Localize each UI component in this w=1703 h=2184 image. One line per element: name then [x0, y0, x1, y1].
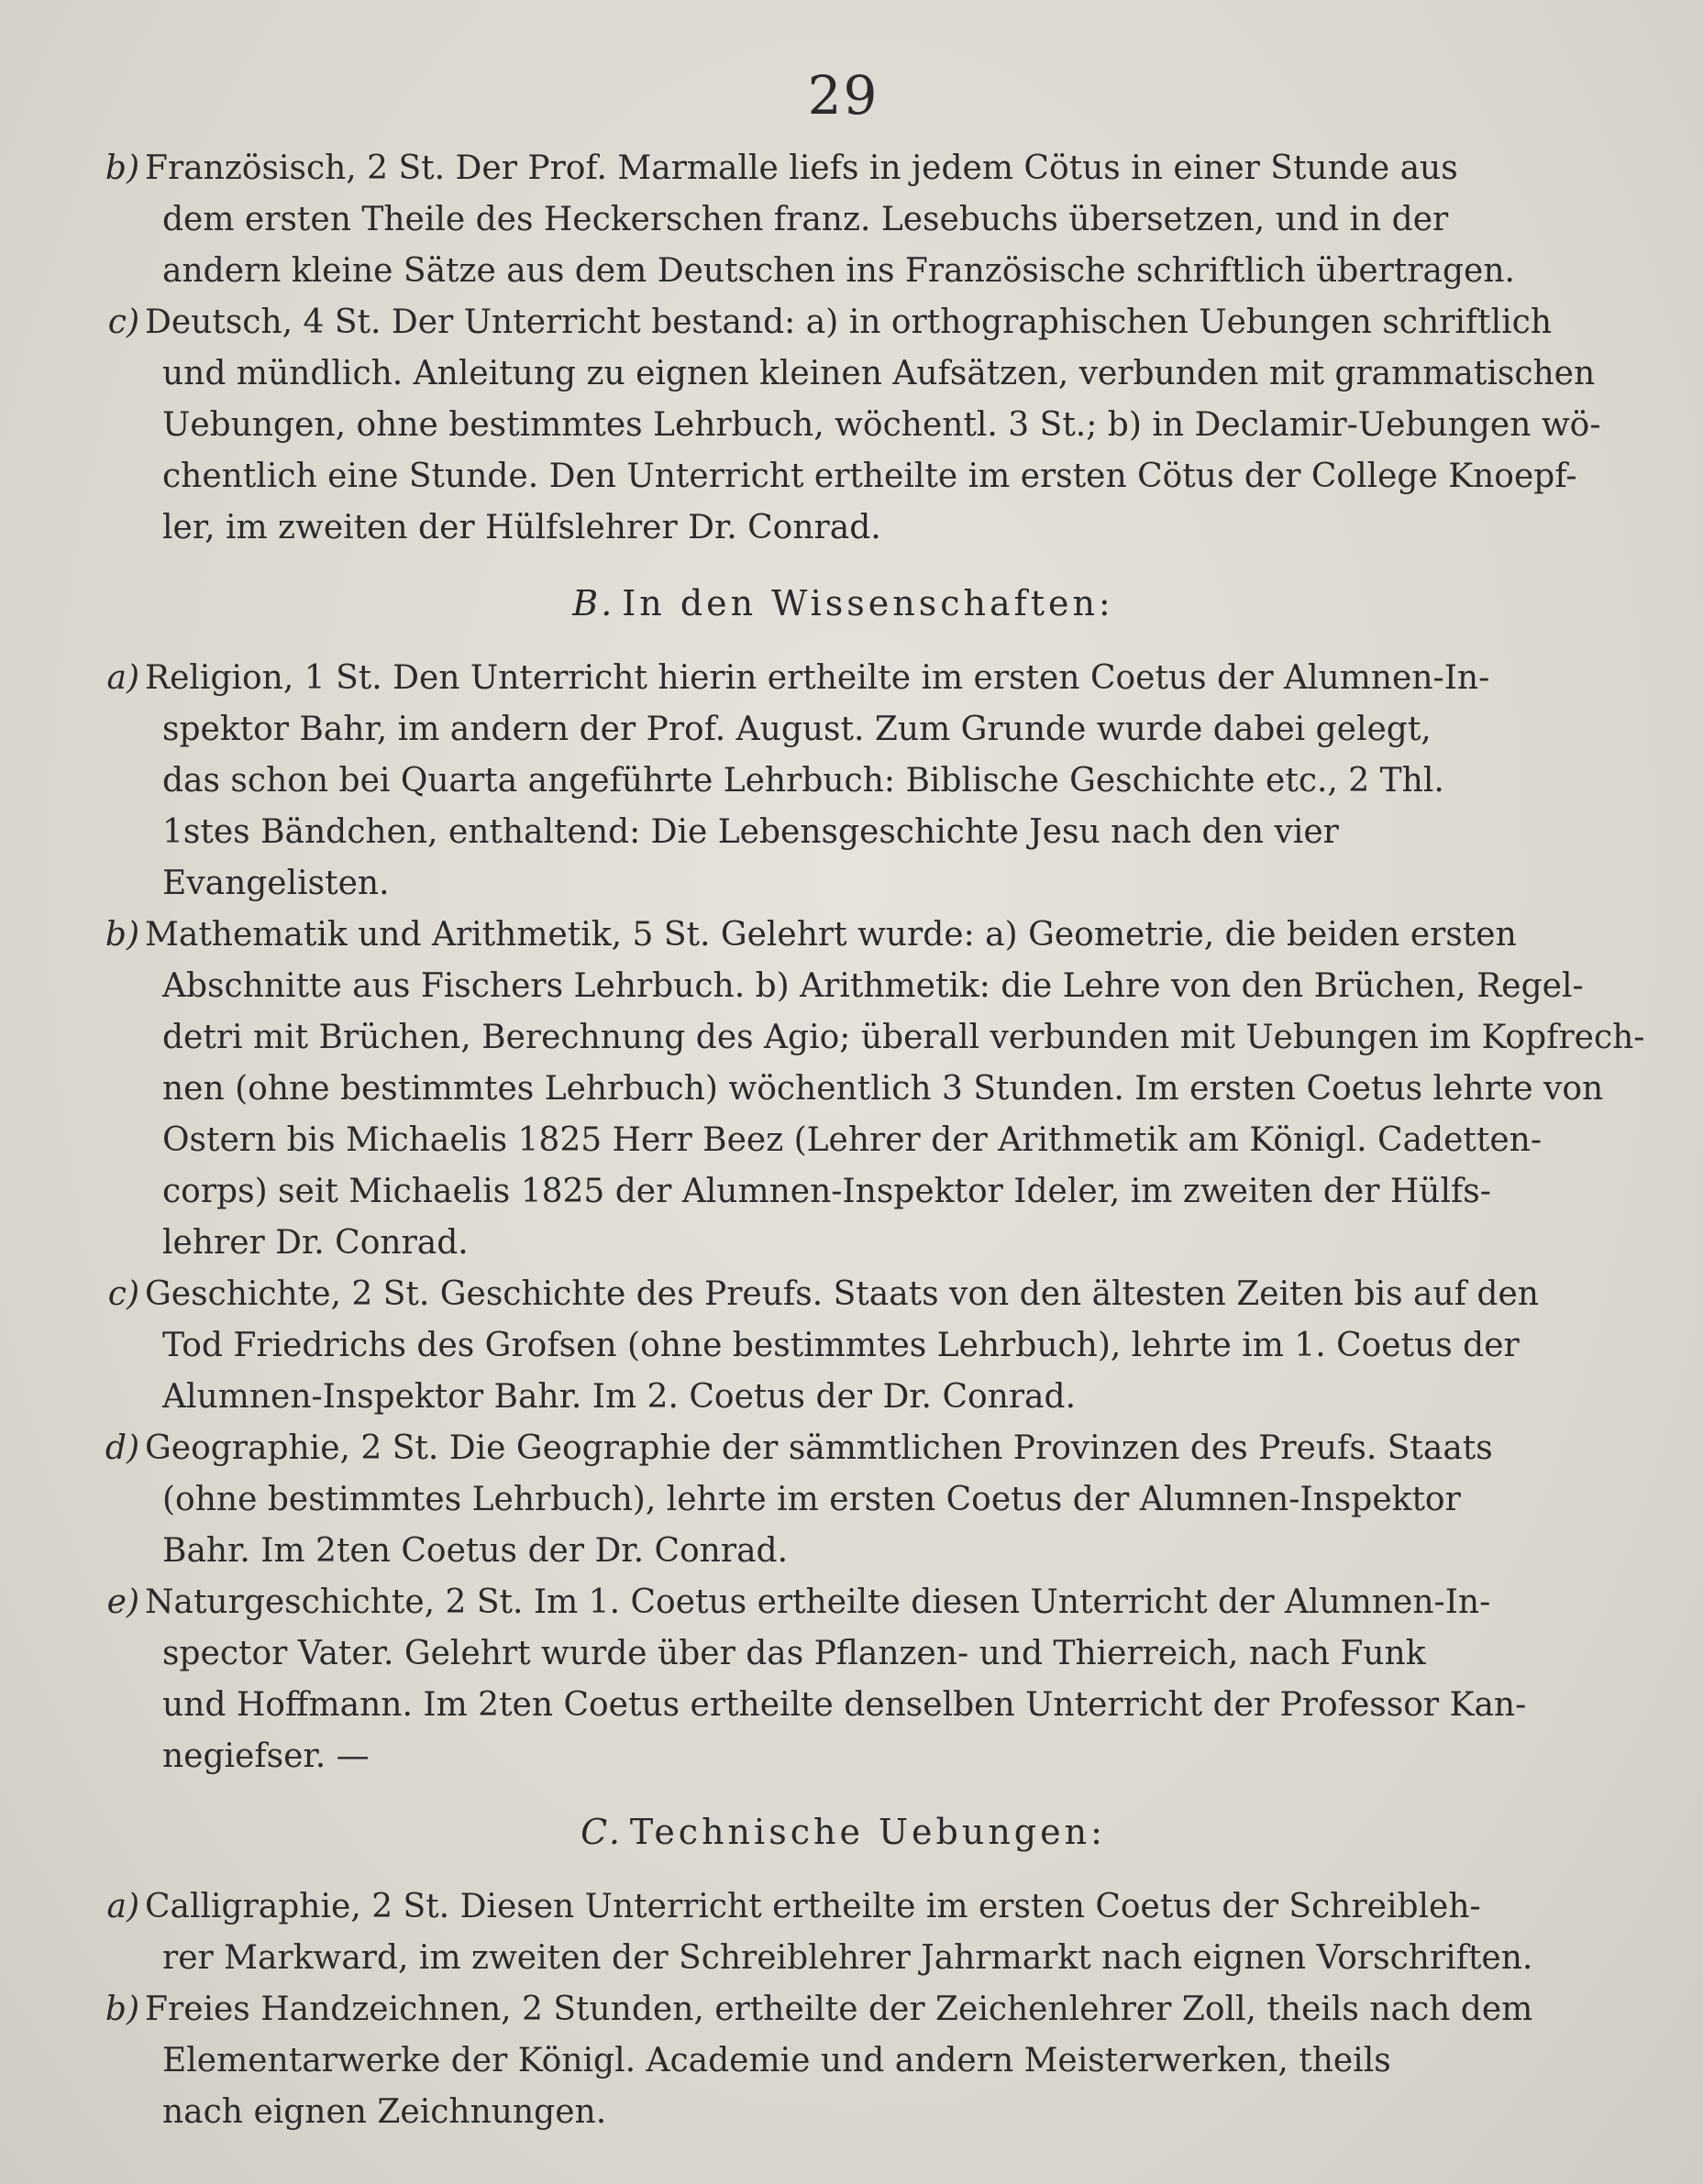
entry: [84, 1269, 1602, 1423]
section-languages: [84, 143, 1602, 554]
entry-line: [84, 1166, 1602, 1218]
entry-text: lehrer Dr. Conrad.: [162, 1224, 469, 1262]
entry-text: Französisch, 2 St. Der Prof. Marmalle liefs in jedem Cötus in einer Stunde aus: [145, 149, 1458, 187]
entry-line: [84, 910, 1602, 961]
entry-line: [84, 2087, 1602, 2138]
heading-sciences-marker: B.: [572, 583, 615, 623]
entry: [84, 653, 1602, 910]
heading-technical-text: Technische Uebungen:: [629, 1812, 1106, 1852]
entry-text: Elementarwerke der Königl. Academie und andern Meisterwerken, theils: [162, 2042, 1391, 2079]
entry-text: ler, im zweiten der Hülfslehrer Dr. Conrad.: [162, 509, 881, 546]
entry-text: nach eignen Zeichnungen.: [162, 2093, 607, 2131]
entry-line: [84, 297, 1602, 348]
entry-line: [84, 348, 1602, 400]
entry-line: [84, 1115, 1602, 1166]
entry-text: chentlich eine Stunde. Den Unterricht ertheilte im ersten Cötus der College Knoepf-: [162, 458, 1577, 495]
entry-line: [84, 961, 1602, 1012]
entry-text: nen (ohne bestimmtes Lehrbuch) wöchentlich 3 Stunden. Im ersten Coetus lehrte von: [162, 1070, 1604, 1108]
entry-text: dem ersten Theile des Heckerschen franz. Lesebuchs übersetzen, und in der: [162, 201, 1449, 238]
entry-marker: b): [105, 1991, 139, 2028]
heading-sciences: [84, 578, 1602, 629]
entry-text: Ostern bis Michaelis 1825 Herr Beez (Lehrer der Arithmetik am Königl. Cadetten-: [162, 1121, 1543, 1159]
entry-text: rer Markward, im zweiten der Schreiblehrer Jahrmarkt nach eignen Vorschriften.: [162, 1939, 1533, 1977]
entry-line: [84, 756, 1602, 807]
entry-line: [84, 502, 1602, 554]
entry-marker: d): [105, 1429, 139, 1467]
entry-line: [84, 1881, 1602, 1933]
entry-line: [84, 807, 1602, 858]
entry-text: Uebungen, ohne bestimmtes Lehrbuch, wöchentl. 3 St.; b) in Declamir-Uebungen wö-: [162, 406, 1601, 444]
entry-line: [84, 194, 1602, 246]
entry-text: 1stes Bändchen, enthaltend: Die Lebensgeschichte Jesu nach den vier: [162, 813, 1339, 851]
entry-text: Bahr. Im 2ten Coetus der Dr. Conrad.: [162, 1532, 789, 1570]
entry-line: [84, 1320, 1602, 1372]
entry-line: [84, 246, 1602, 297]
entry-text: (ohne bestimmtes Lehrbuch), lehrte im ersten Coetus der Alumnen-Inspektor: [162, 1481, 1461, 1518]
section-technical: [84, 1881, 1602, 2138]
page-number: 29: [807, 64, 879, 127]
entry: [84, 143, 1602, 297]
entry: [84, 1881, 1602, 1984]
entry-marker: a): [106, 659, 139, 697]
entry-text: Religion, 1 St. Den Unterricht hierin ertheilte im ersten Coetus der Alumnen-In-: [145, 659, 1490, 697]
entry-line: [84, 1577, 1602, 1628]
entry-text: Tod Friedrichs des Grofsen (ohne bestimmtes Lehrbuch), lehrte im 1. Coetus der: [162, 1327, 1520, 1364]
entry-line: [84, 1731, 1602, 1782]
entry-line: [84, 1012, 1645, 1064]
entry-text: Freies Handzeichnen, 2 Stunden, ertheilte der Zeichenlehrer Zoll, theils nach dem: [145, 1991, 1533, 2028]
entry-line: [84, 1064, 1602, 1115]
entry-text: und mündlich. Anleitung zu eignen kleinen Aufsätzen, verbunden mit grammatischen: [162, 355, 1596, 392]
heading-sciences-text: In den Wissenschaften:: [622, 583, 1114, 623]
entry: [84, 1984, 1602, 2138]
entry-text: Naturgeschichte, 2 St. Im 1. Coetus ertheilte diesen Unterricht der Alumnen-In-: [145, 1583, 1491, 1621]
entry-text: und Hoffmann. Im 2ten Coetus ertheilte denselben Unterricht der Professor Kan-: [162, 1686, 1527, 1724]
entry-marker: c): [107, 1275, 139, 1313]
entry-line: [84, 1372, 1602, 1423]
entry-text: spector Vater. Gelehrt wurde über das Pflanzen- und Thierreich, nach Funk: [162, 1635, 1426, 1672]
entry-line: [84, 1933, 1602, 1984]
entry-text: das schon bei Quarta angeführte Lehrbuch: Biblische Geschichte etc., 2 Thl.: [162, 762, 1444, 800]
entry-line: [84, 2035, 1602, 2087]
entry: [84, 297, 1602, 554]
entry: [84, 1577, 1602, 1782]
entry-text: Mathematik und Arithmetik, 5 St. Gelehrt wurde: a) Geometrie, die beiden ersten: [145, 916, 1517, 954]
entry-text: andern kleine Sätze aus dem Deutschen ins Französische schriftlich übertragen.: [162, 252, 1515, 290]
entry-text: Calligraphie, 2 St. Diesen Unterricht ertheilte im ersten Coetus der Schreibleh-: [145, 1888, 1481, 1925]
entry-line: [84, 858, 1602, 910]
entry-marker: b): [105, 916, 139, 954]
entry: [84, 1423, 1602, 1577]
entry-text: negiefser. —: [162, 1737, 370, 1775]
entry-line: [84, 1474, 1602, 1526]
entry-marker: a): [106, 1888, 139, 1925]
entry-line: [84, 1526, 1602, 1577]
entry-text: Geographie, 2 St. Die Geographie der sämmtlichen Provinzen des Preufs. Staats: [145, 1429, 1493, 1467]
entry-text: corps) seit Michaelis 1825 der Alumnen-Inspektor Ideler, im zweiten der Hülfs-: [162, 1173, 1491, 1210]
entry-marker: c): [107, 303, 139, 341]
entry-text: Abschnitte aus Fischers Lehrbuch. b) Arithmetik: die Lehre von den Brüchen, Regel-: [162, 967, 1584, 1005]
entry-line: [84, 451, 1602, 502]
entry-text: spektor Bahr, im andern der Prof. August. Zum Grunde wurde dabei gelegt,: [162, 711, 1432, 748]
entry-marker: b): [105, 149, 139, 187]
entry-line: [84, 1423, 1602, 1474]
entry-line: [84, 1680, 1602, 1731]
entry: [84, 910, 1645, 1269]
entry-line: [84, 400, 1602, 451]
entry-text: Deutsch, 4 St. Der Unterricht bestand: a) in orthographischen Uebungen schriftlich: [145, 303, 1553, 341]
heading-technical: [84, 1806, 1602, 1858]
entry-marker: e): [106, 1583, 139, 1621]
entry-line: [84, 1628, 1602, 1680]
entry-text: Geschichte, 2 St. Geschichte des Preufs. Staats von den ältesten Zeiten bis auf den: [145, 1275, 1539, 1313]
entry-line: [84, 704, 1602, 756]
heading-technical-marker: C.: [581, 1812, 623, 1852]
entry-text: Evangelisten.: [162, 865, 390, 902]
entry-line: [84, 143, 1602, 194]
entry-text: detri mit Brüchen, Berechnung des Agio; überall verbunden mit Uebungen im Kopfrech-: [162, 1019, 1645, 1056]
section-sciences: [84, 653, 1645, 1782]
entry-line: [84, 1984, 1602, 2035]
entry-line: [84, 653, 1602, 704]
entry-line: [84, 1269, 1602, 1320]
entry-line: [84, 1218, 1602, 1269]
entry-text: Alumnen-Inspektor Bahr. Im 2. Coetus der Dr. Conrad.: [162, 1378, 1077, 1416]
